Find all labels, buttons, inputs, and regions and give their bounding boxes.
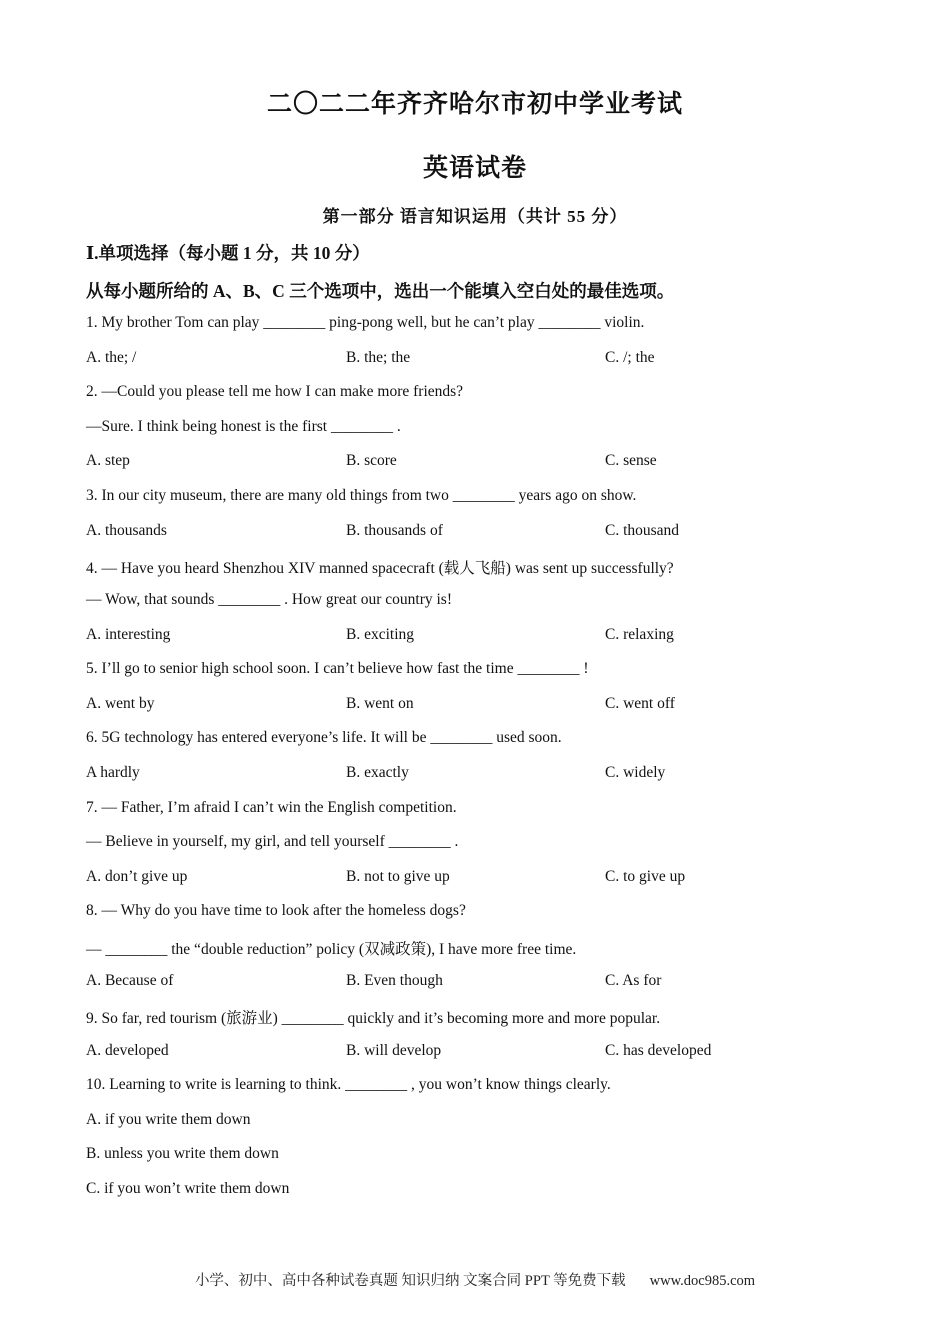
q6-option-a: A hardly bbox=[86, 764, 140, 781]
exam-title: 二〇二二年齐齐哈尔市初中学业考试 bbox=[266, 91, 683, 118]
section-instruction: 从每小题所给的 A、B、C 三个选项中，选出一个能填入空白处的最佳选项。 bbox=[86, 281, 675, 301]
question-1: 1. My brother Tom can play ________ ping-pong well, but he can’t play ________ violin. bbox=[86, 314, 645, 331]
question-5: 5. I’ll go to senior high school soon. I can’t believe how fast the time ________ ! bbox=[86, 660, 589, 677]
question-9: 9. So far, red tourism (旅游业) ________ quickly and it’s becoming more and more popular. bbox=[86, 1010, 661, 1027]
q8-option-a: A. Because of bbox=[86, 972, 174, 989]
question-2: 2. —Could you please tell me how I can make more friends? bbox=[86, 383, 464, 400]
q10-option-a: A. if you write them down bbox=[86, 1111, 251, 1128]
q5-option-a: A. went by bbox=[86, 695, 155, 712]
q6-option-c: C. widely bbox=[605, 764, 666, 781]
q1-option-a: A. the; / bbox=[86, 349, 137, 366]
q4-option-c: C. relaxing bbox=[605, 626, 674, 643]
question-4: 4. — Have you heard Shenzhou XIV manned spacecraft (载人飞船) was sent up successfully? bbox=[86, 560, 674, 577]
part-heading: 第一部分 语言知识运用（共计 55 分） bbox=[322, 207, 628, 226]
question-3: 3. In our city museum, there are many old things from two ________ years ago on show. bbox=[86, 487, 637, 504]
question-7-line-2: — Believe in yourself, my girl, and tell yourself ________ . bbox=[86, 833, 459, 850]
q1-option-b: B. the; the bbox=[346, 349, 411, 366]
question-8-line-2: — ________ the “double reduction” policy (双减政策), I have more free time. bbox=[86, 941, 577, 958]
q9-option-c: C. has developed bbox=[605, 1042, 712, 1059]
q3-option-c: C. thousand bbox=[605, 522, 680, 539]
q5-option-c: C. went off bbox=[605, 695, 675, 712]
q3-option-a: A. thousands bbox=[86, 522, 167, 539]
q9-option-b: B. will develop bbox=[346, 1042, 442, 1059]
q3-option-b: B. thousands of bbox=[346, 522, 443, 539]
q8-option-b: B. Even though bbox=[346, 972, 443, 989]
question-4-line-2: — Wow, that sounds ________ . How great our country is! bbox=[86, 591, 452, 608]
footer-url[interactable]: www.doc985.com bbox=[649, 1273, 756, 1289]
q6-option-b: B. exactly bbox=[346, 764, 409, 781]
exam-subject: 英语试卷 bbox=[422, 155, 527, 182]
q8-option-c: C. As for bbox=[605, 972, 662, 989]
q1-option-c: C. /; the bbox=[605, 349, 655, 366]
q7-option-b: B. not to give up bbox=[346, 868, 450, 885]
question-8: 8. — Why do you have time to look after the homeless dogs? bbox=[86, 902, 466, 919]
q5-option-b: B. went on bbox=[346, 695, 414, 712]
q7-option-a: A. don’t give up bbox=[86, 868, 188, 885]
q4-option-a: A. interesting bbox=[86, 626, 171, 643]
page-footer bbox=[0, 1269, 950, 1290]
q7-option-c: C. to give up bbox=[605, 868, 686, 885]
q9-option-a: A. developed bbox=[86, 1042, 169, 1059]
q4-option-b: B. exciting bbox=[346, 626, 415, 643]
q2-option-b: B. score bbox=[346, 452, 397, 469]
q2-option-c: C. sense bbox=[605, 452, 657, 469]
q2-option-a: A. step bbox=[86, 452, 130, 469]
question-7: 7. — Father, I’m afraid I can’t win the English competition. bbox=[86, 799, 457, 816]
q10-option-b: B. unless you write them down bbox=[86, 1145, 279, 1162]
q10-option-c: C. if you won’t write them down bbox=[86, 1180, 290, 1197]
section-title: Ⅰ.单项选择（每小题 1 分，共 10 分） bbox=[86, 243, 370, 263]
question-2-line-2: —Sure. I think being honest is the first ________ . bbox=[86, 418, 401, 435]
footer-text: 小学、初中、高中各种试卷真题 知识归纳 文案合同 PPT 等免费下载 bbox=[194, 1273, 626, 1289]
question-6: 6. 5G technology has entered everyone’s life. It will be ________ used soon. bbox=[86, 729, 562, 746]
question-10: 10. Learning to write is learning to think. ________ , you won’t know things clearly. bbox=[86, 1076, 611, 1093]
